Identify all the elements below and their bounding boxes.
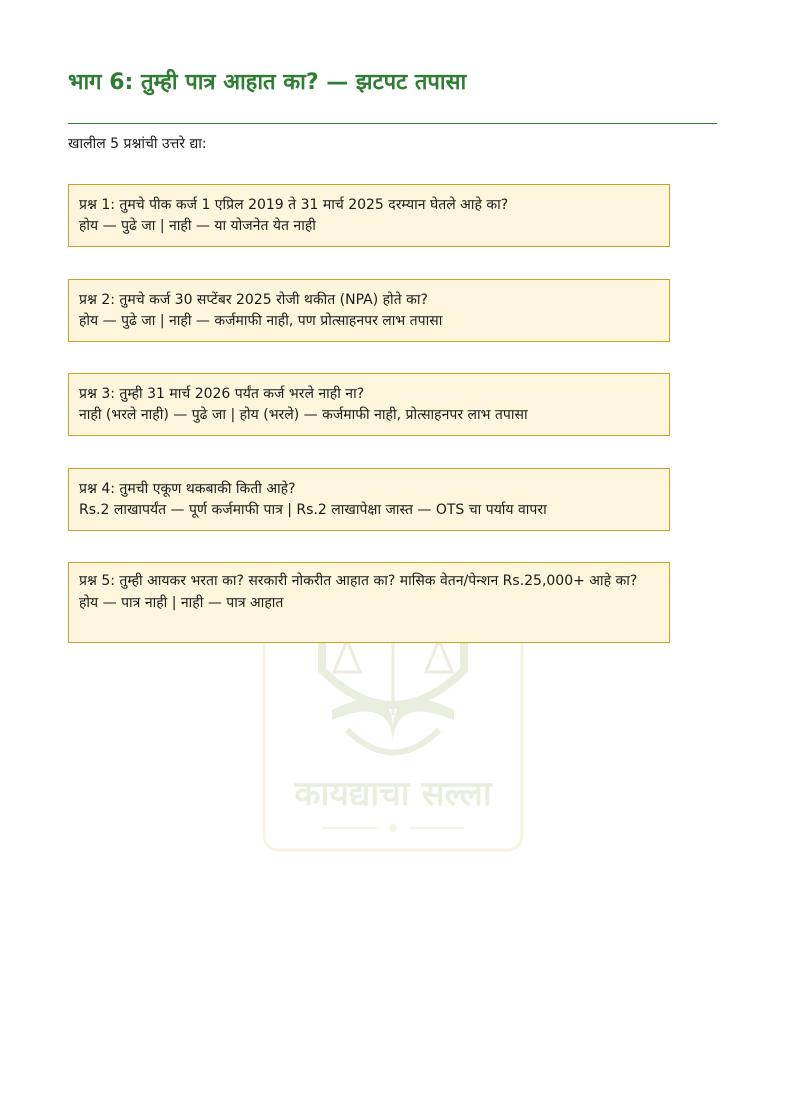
question-text: प्रश्न 2: तुमचे कर्ज 30 सप्टेंबर 2025 रोजी थकीत (NPA) होते का? [79,292,428,308]
question-text: प्रश्न 3: तुम्ही 31 मार्च 2026 पर्यंत कर्ज भरले नाही ना? [79,386,365,402]
question-text: प्रश्न 1: तुमचे पीक कर्ज 1 एप्रिल 2019 ते 31 मार्च 2025 दरम्यान घेतले आहे का? [79,197,509,213]
question-box-3 [68,373,670,436]
question-text: प्रश्न 4: तुमची एकूण थकबाकी किती आहे? [79,481,296,497]
question-box-5 [68,562,670,643]
title-divider [68,123,717,124]
answer-options: होय — पुढे जा | नाही — या योजनेत येत नाही [79,218,316,234]
question-box-4 [68,468,670,531]
page-title: भाग 6: तुम्ही पात्र आहात का? — झटपट तपासा [68,70,467,95]
question-box-2 [68,279,670,342]
intro-text: खालील 5 प्रश्नांची उत्तरे द्या: [68,136,207,152]
question-text: प्रश्न 5: तुम्ही आयकर भरता का? सरकारी नोकरीत आहात का? मासिक वेतन/पेन्शन Rs.25,000+ आहे का? [79,573,638,589]
watermark-text: कायद्याचा सल्ला [294,774,492,814]
answer-options: नाही (भरले नाही) — पुढे जा | होय (भरले) — कर्जमाफी नाही, प्रोत्साहनपर लाभ तपासा [79,407,528,423]
answer-options: Rs.2 लाखापर्यंत — पूर्ण कर्जमाफी पात्र | Rs.2 लाखापेक्षा जास्त — OTS चा पर्याय वापरा [79,502,547,518]
answer-options: होय — पात्र नाही | नाही — पात्र आहात [79,595,284,611]
answer-options: होय — पुढे जा | नाही — कर्जमाफी नाही, पण प्रोत्साहनपर लाभ तपासा [79,313,443,329]
question-box-1 [68,184,670,247]
